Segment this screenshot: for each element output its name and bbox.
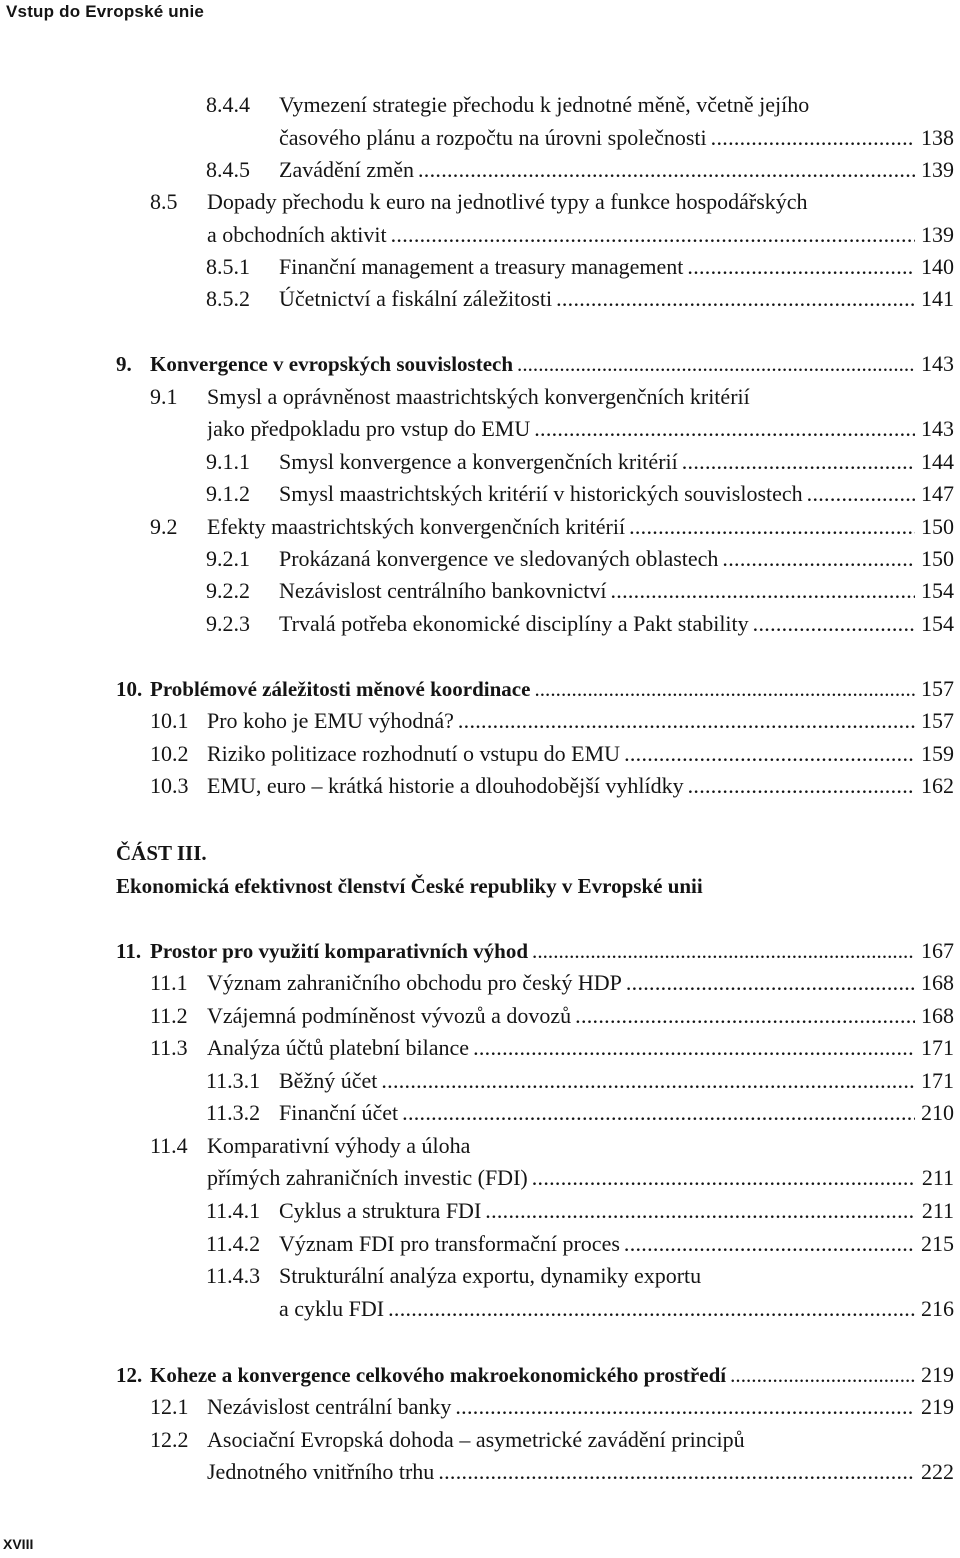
toc-chapter-10[interactable] [0,673,960,705]
page-number: 150 [921,514,954,539]
dot-leader [707,122,915,154]
toc-entry-9-2-1[interactable] [0,543,960,575]
entry-number: 9.1.2 [206,481,250,506]
entry-title: Nezávislost centrálního bankovnictví [279,578,607,603]
toc-chapter-12[interactable] [0,1359,960,1391]
entry-number: 8.5 [150,189,178,214]
chapter-title: Konvergence v evropských souvislostech [150,352,514,376]
entry-title-cont: Jednotného vnitřního trhu [207,1459,435,1484]
entry-title: Vzájemná podmíněnost vývozů a dovozů [207,1003,572,1028]
dot-leader [528,935,915,967]
entry-title-cont: a cyklu FDI [279,1296,385,1321]
toc-entry-9-2[interactable] [0,511,960,543]
page-number: 143 [921,351,954,376]
entry-number: 11.4.3 [206,1263,261,1288]
page-number: 219 [921,1394,954,1419]
toc-entry-8-4-4-cont[interactable] [0,122,960,154]
page-number: 222 [921,1459,954,1484]
page-number: 167 [921,938,954,963]
toc-entry-11-3[interactable] [0,1032,960,1064]
page-number: 144 [921,449,954,474]
entry-number: 11.4.2 [206,1231,261,1256]
chapter-number: 12. [116,1363,143,1387]
entry-number: 9.2.2 [206,578,250,603]
toc-entry-10-3[interactable] [0,770,960,802]
chapter-title: Prostor pro využití komparativních výhod [150,939,529,963]
toc-chapter-11[interactable] [0,935,960,967]
entry-title-cont: časového plánu a rozpočtu na úrovni společnosti [279,125,707,150]
dot-leader [528,1162,916,1194]
page-number: 168 [921,1003,954,1028]
entry-title: Finanční management a treasury management [279,254,684,279]
page-folio: XVIII [3,1536,34,1552]
toc-entry-11-3-2[interactable] [0,1097,960,1129]
page-number: 216 [921,1296,954,1321]
page-number: 138 [921,125,954,150]
entry-number: 8.4.5 [206,157,250,182]
toc-entry-11-4[interactable] [0,1130,960,1162]
entry-number: 11.3 [150,1035,188,1060]
toc-entry-12-2[interactable] [0,1424,960,1456]
dot-leader [481,1195,916,1227]
toc-entry-11-2[interactable] [0,1000,960,1032]
page-number: 139 [921,222,954,247]
toc-entry-12-1[interactable] [0,1391,960,1423]
entry-title: Riziko politizace rozhodnutí o vstupu do EMU [207,741,621,766]
toc-entry-11-3-1[interactable] [0,1065,960,1097]
entry-number: 8.5.2 [206,286,250,311]
entry-title: Běžný účet [279,1068,378,1093]
page-number: 154 [921,578,954,603]
toc-entry-9-1[interactable] [0,381,960,413]
dot-leader [620,1228,915,1260]
page-number: 168 [921,970,954,995]
dot-leader [606,575,915,607]
entry-title: Strukturální analýza exportu, dynamiky exportu [279,1263,702,1288]
entry-number: 8.5.1 [206,254,250,279]
dot-leader [678,446,915,478]
entry-number: 8.4.4 [206,92,250,117]
toc-entry-9-1-cont[interactable] [0,413,960,445]
entry-title: Finanční účet [279,1100,399,1125]
page-number: 150 [921,546,954,571]
toc-entry-9-1-1[interactable] [0,446,960,478]
dot-leader [620,738,915,770]
entry-title-cont: a obchodních aktivit [207,222,387,247]
toc-entry-11-4-3[interactable] [0,1260,960,1292]
page-number: 219 [921,1362,954,1387]
entry-number: 11.2 [150,1003,188,1028]
chapter-number: 10. [116,677,143,701]
entry-number: 9.1.1 [206,449,250,474]
page-number: 143 [921,416,954,441]
toc-entry-11-4-1[interactable] [0,1195,960,1227]
entry-title: Smysl konvergence a konvergenčních kritérií [279,449,678,474]
toc-chapter-9[interactable] [0,348,960,380]
part-label: ČÁST III. [116,841,207,865]
dot-leader [622,967,915,999]
entry-title: Význam FDI pro transformační proces [279,1231,620,1256]
entry-number: 10.2 [150,741,189,766]
page-number: 157 [921,676,954,701]
dot-leader [469,1032,915,1064]
entry-title: Význam zahraničního obchodu pro český HDP [207,970,622,995]
entry-title: Účetnictví a fiskální záležitosti [279,286,553,311]
dot-leader [552,283,915,315]
page-number: 140 [921,254,954,279]
entry-number: 9.2 [150,514,178,539]
dot-leader [803,478,915,510]
page-number: 139 [921,157,954,182]
entry-title: Efekty maastrichtských konvergenčních kritérií [207,514,626,539]
running-head: Vstup do Evropské unie [6,2,205,21]
entry-title: Dopady přechodu k euro na jednotlivé typy a funkce hospodářských [207,189,808,214]
dot-leader [451,1391,915,1423]
entry-number: 12.2 [150,1427,189,1452]
toc-entry-8-4-5[interactable] [0,154,960,186]
entry-title: EMU, euro – krátká historie a dlouhodobější vyhlídky [207,773,684,798]
toc-entry-11-1[interactable] [0,967,960,999]
dot-leader [749,608,915,640]
dot-leader [683,251,915,283]
chapter-number: 9. [116,352,132,376]
dot-leader [625,511,915,543]
toc-entry-11-4-3-cont[interactable] [0,1293,960,1325]
entry-number: 10.1 [150,708,189,733]
dot-leader [387,219,915,251]
page-number: 210 [921,1100,954,1125]
dot-leader [377,1065,915,1097]
entry-title: Komparativní výhody a úloha [207,1133,471,1158]
page-number: 211 [921,1165,954,1190]
page-number: 215 [921,1231,954,1256]
page-number: 141 [921,286,954,311]
entry-number: 12.1 [150,1394,189,1419]
toc-entry-10-2[interactable] [0,738,960,770]
entry-title: Prokázaná konvergence ve sledovaných oblastech [279,546,719,571]
toc-entry-8-4-4[interactable] [0,89,960,121]
entry-title-cont: jako předpokladu pro vstup do EMU [207,416,531,441]
toc-entry-8-5[interactable] [0,186,960,218]
page-number: 154 [921,611,954,636]
entry-number: 9.2.1 [206,546,250,571]
dot-leader [530,413,915,445]
page-number: 162 [921,773,954,798]
page-number: 157 [921,708,954,733]
dot-leader [718,543,915,575]
entry-number: 11.3.1 [206,1068,261,1093]
page-number: 147 [921,481,954,506]
entry-title-cont: přímých zahraničních investic (FDI) [207,1165,528,1190]
entry-title: Smysl a oprávněnost maastrichtských konvergenčních kritérií [207,384,750,409]
dot-leader [454,705,915,737]
entry-title: Trvalá potřeba ekonomické disciplíny a Pakt stability [279,611,749,636]
chapter-title: Problémové záležitosti měnové koordinace [150,677,531,701]
entry-number: 9.2.3 [206,611,250,636]
page-number: 159 [921,741,954,766]
entry-number: 11.4.1 [206,1198,261,1223]
entry-number: 11.3.2 [206,1100,261,1125]
entry-title: Smysl maastrichtských kritérií v historických souvislostech [279,481,803,506]
entry-title: Cyklus a struktura FDI [279,1198,482,1223]
chapter-title: Koheze a konvergence celkového makroekonomického prostředí [150,1363,727,1387]
entry-number: 11.1 [150,970,188,995]
page-number: 171 [921,1068,954,1093]
dot-leader [726,1359,915,1391]
dot-leader [398,1097,915,1129]
dot-leader [684,770,915,802]
toc-entry-12-2-cont[interactable] [0,1456,960,1488]
toc-entry-11-4-cont[interactable] [0,1162,960,1194]
entry-title: Zavádění změn [279,157,414,182]
entry-number: 11.4 [150,1133,188,1158]
entry-title: Pro koho je EMU výhodná? [207,708,454,733]
toc-entry-8-5-2[interactable] [0,283,960,315]
toc-entry-9-2-2[interactable] [0,575,960,607]
toc-entry-8-5-cont[interactable] [0,219,960,251]
dot-leader [414,154,915,186]
dot-leader [530,673,915,705]
entry-title: Vymezení strategie přechodu k jednotné měně, včetně jejího [279,92,810,117]
dot-leader [434,1456,915,1488]
chapter-number: 11. [116,939,142,963]
entry-number: 9.1 [150,384,178,409]
dot-leader [513,348,915,380]
toc-entry-10-1[interactable] [0,705,960,737]
toc-entry-9-1-2[interactable] [0,478,960,510]
entry-title: Asociační Evropská dohoda – asymetrické zavádění principů [207,1427,745,1452]
toc-entry-11-4-2[interactable] [0,1228,960,1260]
page-number: 171 [921,1035,954,1060]
toc-entry-8-5-1[interactable] [0,251,960,283]
dot-leader [571,1000,915,1032]
toc-entry-9-2-3[interactable] [0,608,960,640]
part-title: Ekonomická efektivnost členství České republiky v Evropské unii [116,874,703,898]
entry-title: Nezávislost centrální banky [207,1394,452,1419]
dot-leader [384,1293,915,1325]
entry-title: Analýza účtů platební bilance [207,1035,470,1060]
page-number: 211 [921,1198,954,1223]
entry-number: 10.3 [150,773,189,798]
